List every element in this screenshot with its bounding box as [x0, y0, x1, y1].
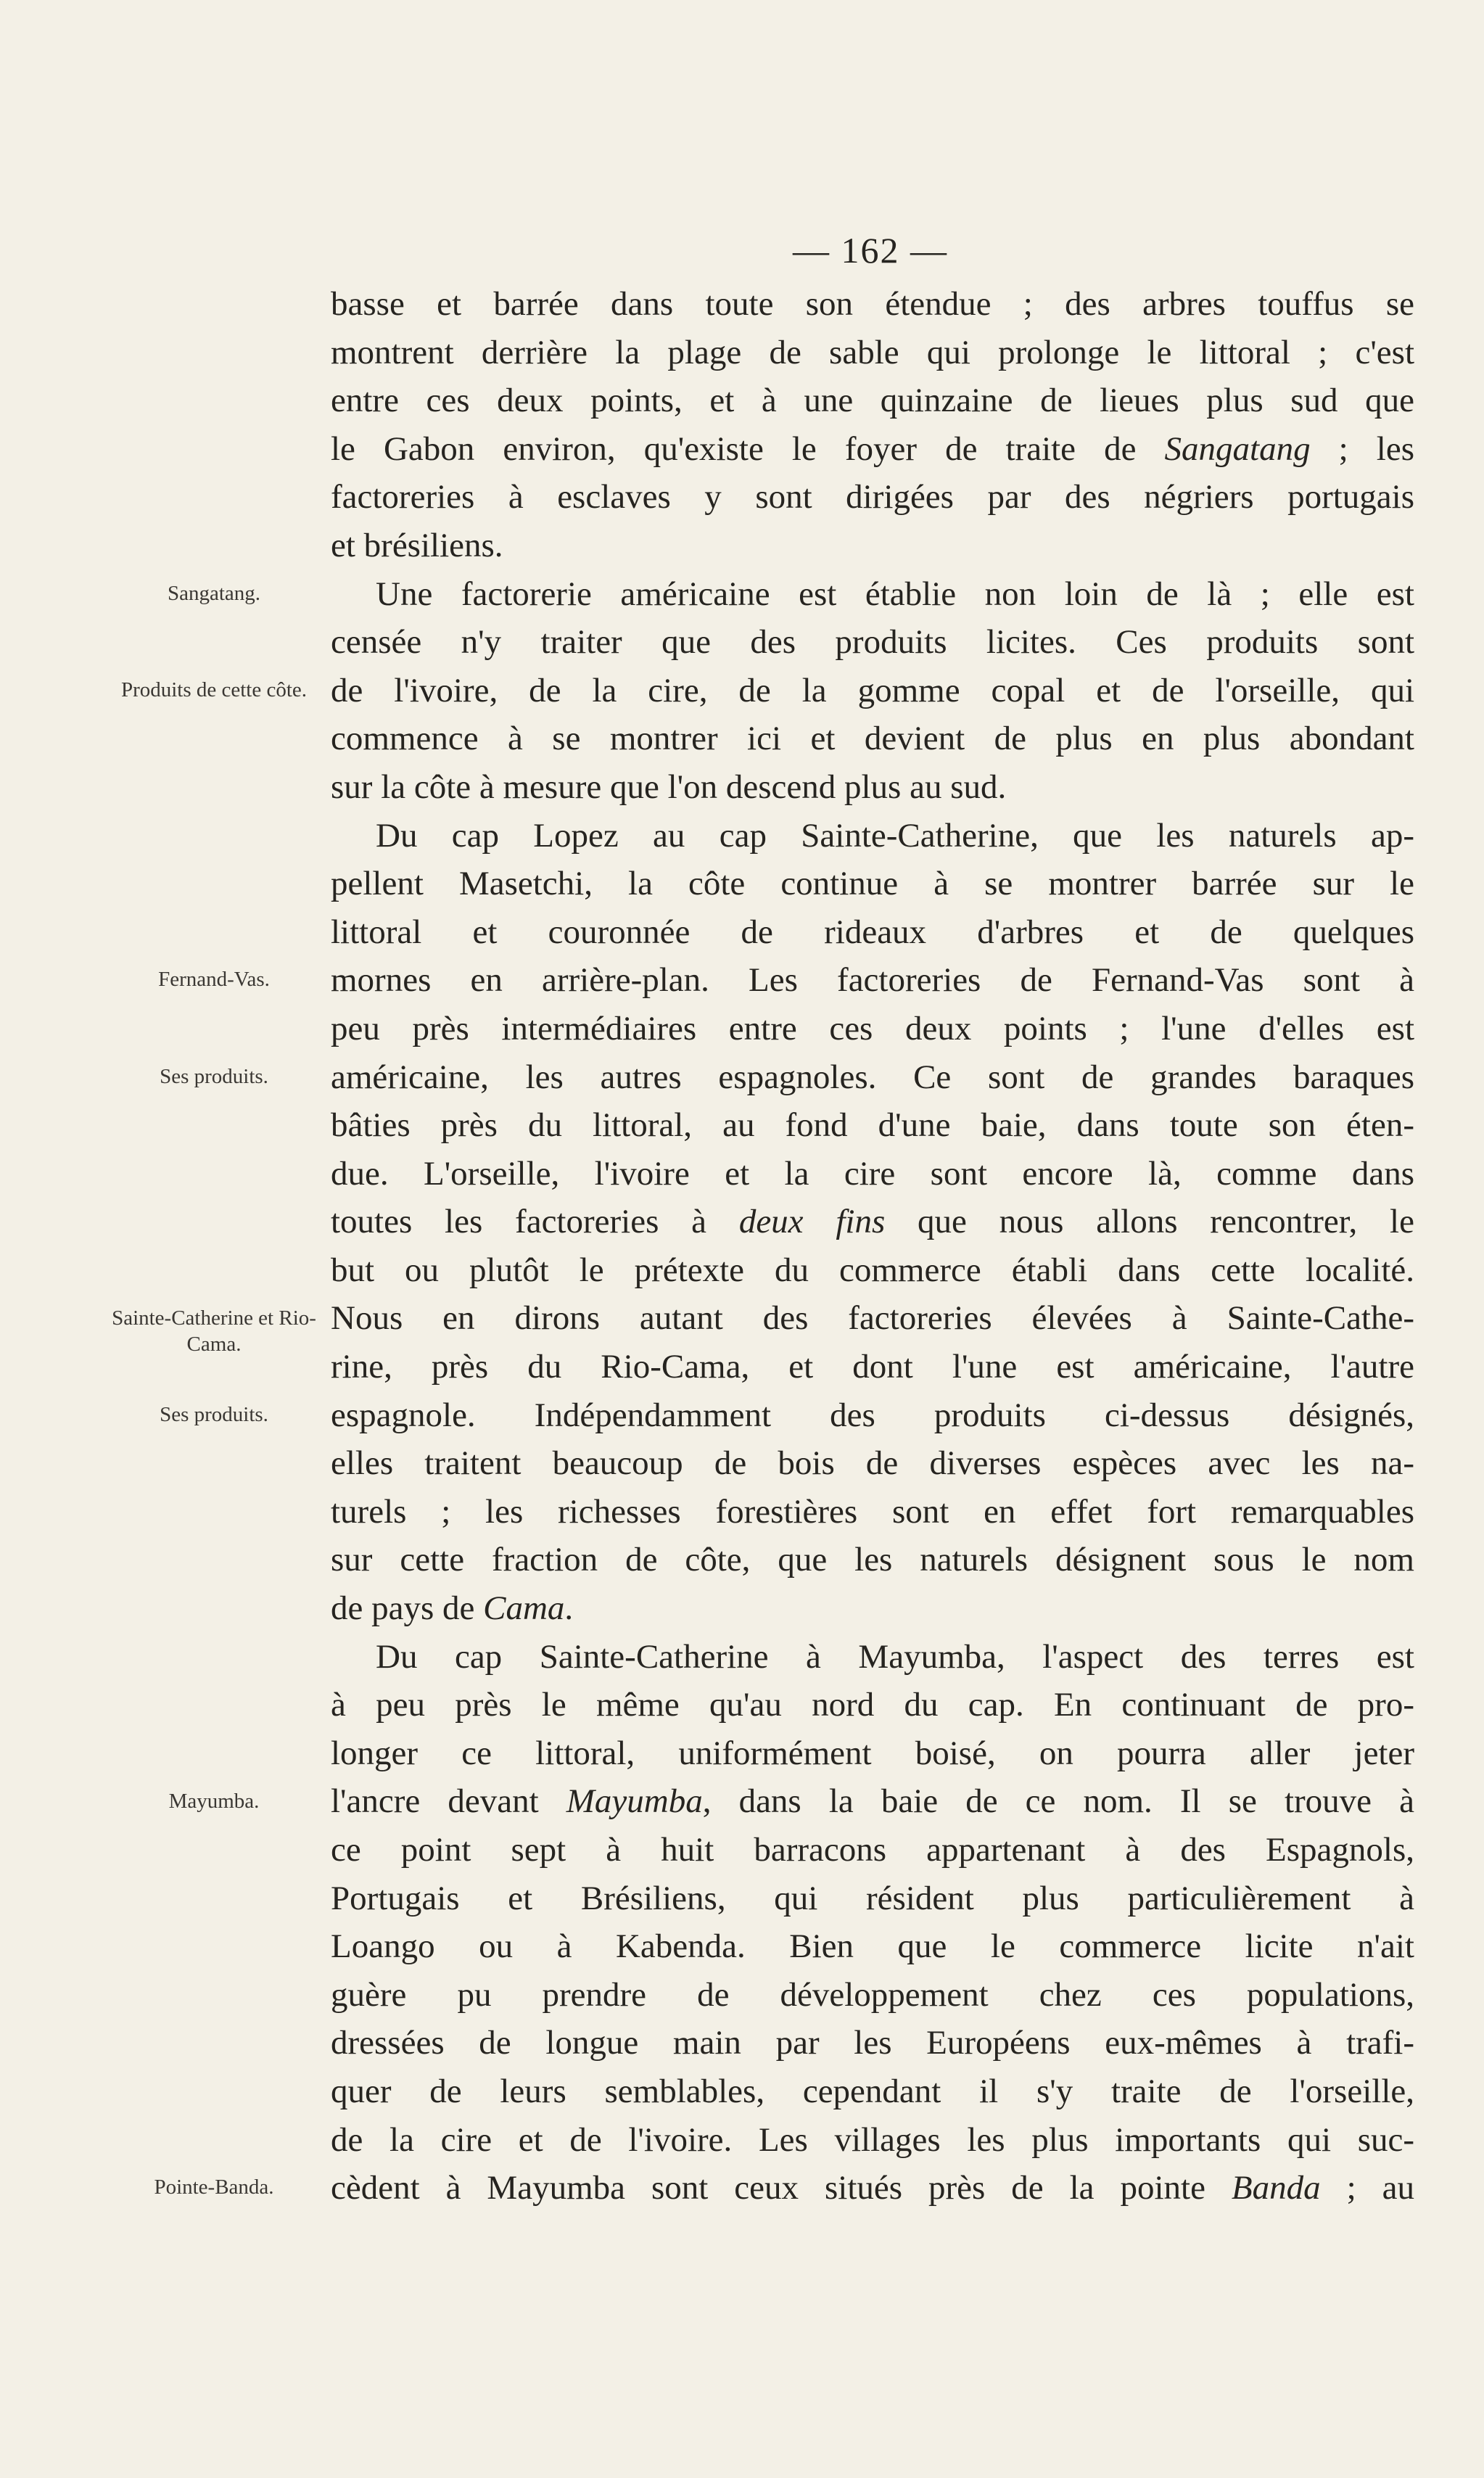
text-line: entre ces deux points, et à une quinzaine de lieues plus sud que: [331, 382, 1414, 420]
text-line: de pays de Cama.: [331, 1589, 574, 1628]
text-line: due. L'orseille, l'ivoire et la cire sont encore là, comme dans: [331, 1154, 1414, 1193]
text-line: littoral et couronnée de rideaux d'arbres et de quelques: [331, 913, 1414, 951]
text-line: et brésiliens.: [331, 526, 503, 564]
text-line: guère pu prendre de développement chez ces populations,: [331, 1975, 1414, 2014]
text-line: américaine, les autres espagnoles. Ce sont de grandes baraques: [331, 1058, 1414, 1096]
text-line: ce point sept à huit barracons appartenant à des Espagnols,: [331, 1831, 1414, 1869]
text-line: le Gabon environ, qu'existe le foyer de traite de Sangatang ; les: [331, 429, 1414, 468]
text-line: de la cire et de l'ivoire. Les villages les plus importants qui suc-: [331, 2120, 1414, 2159]
text-line: pellent Masetchi, la côte continue à se montrer barrée sur le: [331, 865, 1414, 903]
text-line: l'ancre devant Mayumba, dans la baie de ce nom. Il se trouve à: [331, 1782, 1414, 1821]
text-line: Du cap Lopez au cap Sainte-Catherine, que les naturels ap-: [376, 816, 1414, 855]
text-line: longer ce littoral, uniformément boisé, on pourra aller jeter: [331, 1734, 1414, 1772]
margin-note: Pointe-Banda.: [154, 2176, 274, 2199]
margin-note: Sainte-Catherine et Rio-Cama.: [112, 1306, 316, 1356]
text-line: factoreries à esclaves y sont dirigées par des négriers portugais: [331, 478, 1414, 516]
text-line: commence à se montrer ici et devient de plus en plus abondant: [331, 720, 1414, 758]
text-line: rine, près du Rio-Cama, et dont l'une est américaine, l'autre: [331, 1348, 1414, 1386]
text-line: bâties près du littoral, au fond d'une baie, dans toute son éten-: [331, 1106, 1414, 1145]
text-line: censée n'y traiter que des produits licites. Ces produits sont: [331, 623, 1414, 662]
margin-note: Ses produits.: [160, 1064, 268, 1088]
text-line: à peu près le même qu'au nord du cap. En continuant de pro-: [331, 1686, 1414, 1724]
text-line: Loango ou à Kabenda. Bien que le commerce licite n'ait: [331, 1927, 1414, 1966]
text-line: basse et barrée dans toute son étendue ; des arbres touffus se: [331, 285, 1414, 323]
page-number: — 162 —: [793, 230, 948, 271]
text-line: mornes en arrière-plan. Les factoreries de Fernand-Vas sont à: [331, 961, 1414, 1000]
body-text: [331, 280, 1414, 2212]
text-line: toutes les factoreries à deux fins que nous allons rencontrer, le: [331, 1203, 1414, 1241]
text-line: Portugais et Brésiliens, qui résident plus particulièrement à: [331, 1879, 1414, 1917]
text-line: Du cap Sainte-Catherine à Mayumba, l'aspect des terres est: [376, 1637, 1414, 1676]
text-line: cèdent à Mayumba sont ceux situés près de la pointe Banda ; au: [331, 2169, 1414, 2207]
text-line: but ou plutôt le prétexte du commerce établi dans cette localité.: [331, 1251, 1414, 1289]
margin-note: Fernand-Vas.: [158, 968, 270, 992]
text-line: sur la côte à mesure que l'on descend plus au sud.: [331, 767, 1007, 806]
text-line: dressées de longue main par les Européens eux-mêmes à trafi-: [331, 2024, 1414, 2062]
text-line: espagnole. Indépendamment des produits ci-dessus désignés,: [331, 1396, 1414, 1434]
text-line: quer de leurs semblables, cependant il s'y traite de l'orseille,: [331, 2072, 1414, 2110]
text-line: sur cette fraction de côte, que les naturels désignent sous le nom: [331, 1541, 1414, 1579]
text-line: de l'ivoire, de la cire, de la gomme copal et de l'orseille, qui: [331, 671, 1414, 709]
text-line: montrent derrière la plage de sable qui prolonge le littoral ; c'est: [331, 333, 1414, 371]
text-line: turels ; les richesses forestières sont en effet fort remarquables: [331, 1492, 1414, 1531]
margin-note: Sangatang.: [167, 581, 261, 605]
margin-note: Produits de cette côte.: [120, 678, 308, 701]
margin-note: Ses produits.: [160, 1402, 268, 1426]
text-line: peu près intermédiaires entre ces deux points ; l'une d'elles est: [331, 1009, 1414, 1047]
text-line: elles traitent beaucoup de bois de diverses espèces avec les na-: [331, 1444, 1414, 1483]
text-line: Une factorerie américaine est établie non loin de là ; elle est: [376, 575, 1414, 613]
text-line: Nous en dirons autant des factoreries élevées à Sainte-Cathe-: [331, 1299, 1414, 1338]
margin-note: Mayumba.: [168, 1789, 260, 1813]
